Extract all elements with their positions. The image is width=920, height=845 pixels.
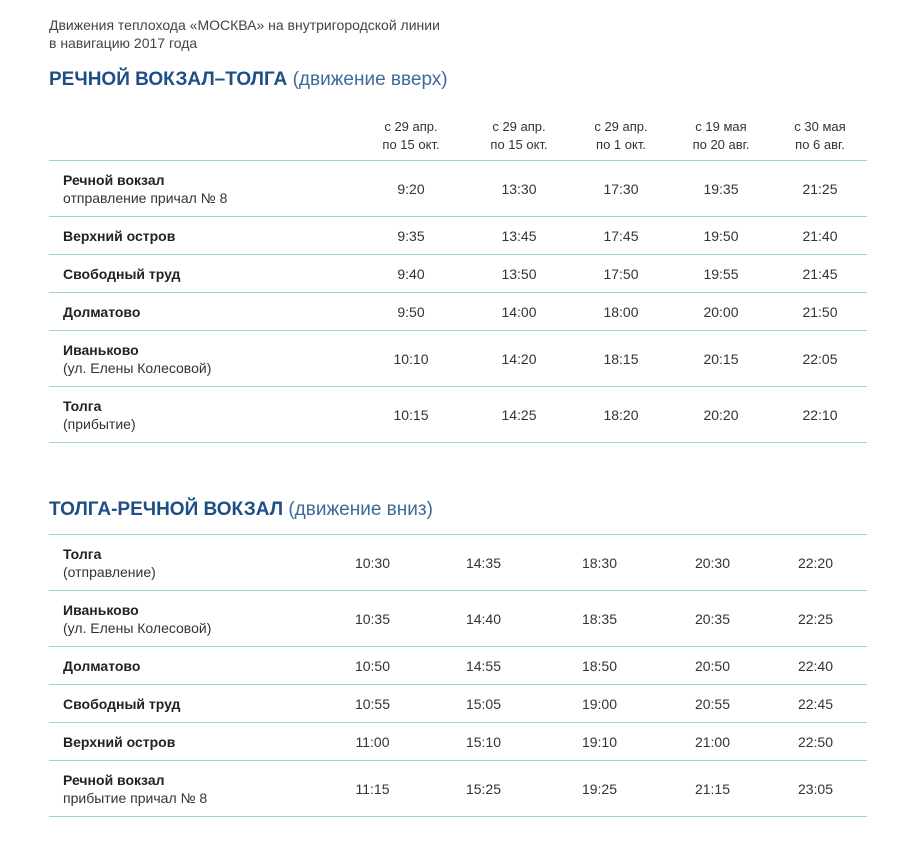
- time-cell: 21:50: [802, 303, 838, 320]
- stop-name: Толга: [63, 545, 102, 562]
- stop-cell: [49, 331, 357, 387]
- stop-name: Иваньково: [63, 601, 139, 618]
- time-cell: 9:40: [397, 265, 425, 282]
- period-to: по 15 окт.: [490, 137, 548, 152]
- time-cell: 10:50: [354, 657, 391, 674]
- stop-name: Свободный труд: [63, 695, 181, 712]
- downstream-title: [49, 499, 433, 521]
- time-cell: 19:50: [703, 227, 739, 244]
- time-cell: 10:30: [354, 554, 391, 571]
- stop-cell: [49, 647, 316, 685]
- table-row: [49, 685, 867, 723]
- time-cell: 15:05: [465, 695, 502, 712]
- time-cell: 14:35: [465, 554, 502, 571]
- time-cell: 21:40: [802, 227, 838, 244]
- stop-cell: [49, 761, 316, 817]
- table-row: [49, 535, 867, 591]
- stop-name: Речной вокзал: [63, 171, 165, 188]
- upstream-header-period: [465, 112, 573, 161]
- time-cell: 20:35: [694, 610, 731, 627]
- period-to: по 20 авг.: [692, 137, 750, 152]
- time-cell: 22:05: [802, 350, 838, 367]
- downstream-schedule-table: [49, 534, 867, 817]
- table-row: [49, 293, 867, 331]
- time-cell: 10:55: [354, 695, 391, 712]
- time-cell: 22:25: [797, 610, 834, 627]
- time-cell: 10:15: [393, 406, 429, 423]
- stop-name: Свободный труд: [63, 265, 181, 282]
- stop-cell: [49, 723, 316, 761]
- intro-text: [49, 16, 440, 52]
- upstream-header-period: [773, 112, 867, 161]
- time-cell: 11:00: [355, 733, 390, 750]
- upstream-header-period: [357, 112, 465, 161]
- time-cell: 21:15: [694, 780, 731, 797]
- time-cell: 15:10: [465, 733, 502, 750]
- table-row: [49, 591, 867, 647]
- time-cell: 9:50: [397, 303, 425, 320]
- stop-cell: [49, 535, 316, 591]
- period-from: с 29 апр.: [384, 119, 438, 134]
- stop-name: Долматово: [63, 303, 141, 320]
- stop-note: (отправление): [63, 563, 156, 580]
- time-cell: 22:20: [797, 554, 834, 571]
- time-cell: 20:15: [703, 350, 739, 367]
- time-cell: 13:30: [501, 180, 537, 197]
- time-cell: 18:50: [581, 657, 618, 674]
- time-cell: 14:25: [501, 406, 537, 423]
- time-cell: 19:00: [581, 695, 618, 712]
- period-to: по 6 авг.: [795, 137, 845, 152]
- stop-cell: [49, 685, 316, 723]
- upstream-header-row: [49, 112, 867, 161]
- intro-line-1: Движения теплохода «МОСКВА» на внутригородской линии: [49, 17, 440, 33]
- time-cell: 19:10: [581, 733, 618, 750]
- time-cell: 9:35: [397, 227, 425, 244]
- stop-cell: [49, 293, 357, 331]
- upstream-schedule-table: [49, 112, 867, 443]
- downstream-title-direction: (движение вниз): [288, 499, 433, 520]
- upstream-title: [49, 69, 448, 91]
- stop-name: Верхний остров: [63, 227, 176, 244]
- intro-line-2: в навигацию 2017 года: [49, 35, 198, 51]
- period-from: с 29 апр.: [492, 119, 546, 134]
- table-row: [49, 161, 867, 217]
- table-row: [49, 217, 867, 255]
- time-cell: 10:10: [393, 350, 429, 367]
- stop-cell: [49, 161, 357, 217]
- time-cell: 17:50: [603, 265, 639, 282]
- time-cell: 15:25: [465, 780, 502, 797]
- stop-cell: [49, 255, 357, 293]
- table-row: [49, 647, 867, 685]
- time-cell: 11:15: [355, 780, 390, 797]
- stop-note: прибытие причал № 8: [63, 789, 208, 806]
- stop-note: (ул. Елены Колесовой): [63, 619, 212, 636]
- table-row: [49, 331, 867, 387]
- time-cell: 22:50: [797, 733, 834, 750]
- time-cell: 20:00: [703, 303, 739, 320]
- period-from: с 30 мая: [794, 119, 846, 134]
- table-row: [49, 387, 867, 443]
- stop-name: Толга: [63, 397, 102, 414]
- table-row: [49, 723, 867, 761]
- table-row: [49, 761, 867, 817]
- period-from: с 29 апр.: [594, 119, 648, 134]
- upstream-header-stop: [49, 112, 357, 161]
- period-to: по 15 окт.: [382, 137, 440, 152]
- time-cell: 18:15: [603, 350, 639, 367]
- time-cell: 14:55: [465, 657, 502, 674]
- time-cell: 19:55: [703, 265, 739, 282]
- time-cell: 14:20: [501, 350, 537, 367]
- time-cell: 21:00: [694, 733, 731, 750]
- time-cell: 14:00: [501, 303, 537, 320]
- time-cell: 20:20: [703, 406, 739, 423]
- stop-name: Иваньково: [63, 341, 139, 358]
- stop-cell: [49, 217, 357, 255]
- time-cell: 13:50: [501, 265, 537, 282]
- period-to: по 1 окт.: [596, 137, 646, 152]
- time-cell: 22:10: [802, 406, 838, 423]
- time-cell: 18:35: [581, 610, 618, 627]
- stop-name: Речной вокзал: [63, 771, 165, 788]
- time-cell: 19:35: [703, 180, 739, 197]
- downstream-title-route: ТОЛГА-РЕЧНОЙ ВОКЗАЛ: [49, 499, 284, 520]
- time-cell: 20:50: [694, 657, 731, 674]
- stop-note: (прибытие): [63, 415, 136, 432]
- time-cell: 22:45: [797, 695, 834, 712]
- time-cell: 17:30: [603, 180, 639, 197]
- time-cell: 17:45: [603, 227, 639, 244]
- time-cell: 9:20: [397, 180, 425, 197]
- upstream-title-direction: (движение вверх): [292, 69, 448, 90]
- time-cell: 14:40: [465, 610, 502, 627]
- stop-name: Долматово: [63, 657, 141, 674]
- time-cell: 21:45: [802, 265, 838, 282]
- stop-cell: [49, 591, 316, 647]
- time-cell: 20:30: [694, 554, 731, 571]
- period-from: с 19 мая: [695, 119, 747, 134]
- time-cell: 10:35: [354, 610, 391, 627]
- time-cell: 21:25: [802, 180, 838, 197]
- time-cell: 13:45: [501, 227, 537, 244]
- upstream-header-period: [573, 112, 669, 161]
- stop-name: Верхний остров: [63, 733, 176, 750]
- time-cell: 18:20: [603, 406, 639, 423]
- time-cell: 18:30: [581, 554, 618, 571]
- stop-note: отправление причал № 8: [63, 189, 228, 206]
- upstream-title-route: РЕЧНОЙ ВОКЗАЛ–ТОЛГА: [49, 69, 288, 90]
- stop-note: (ул. Елены Колесовой): [63, 359, 212, 376]
- table-row: [49, 255, 867, 293]
- upstream-header-period: [669, 112, 773, 161]
- time-cell: 20:55: [694, 695, 731, 712]
- stop-cell: [49, 387, 357, 443]
- time-cell: 23:05: [797, 780, 834, 797]
- time-cell: 18:00: [603, 303, 639, 320]
- time-cell: 22:40: [797, 657, 834, 674]
- time-cell: 19:25: [581, 780, 618, 797]
